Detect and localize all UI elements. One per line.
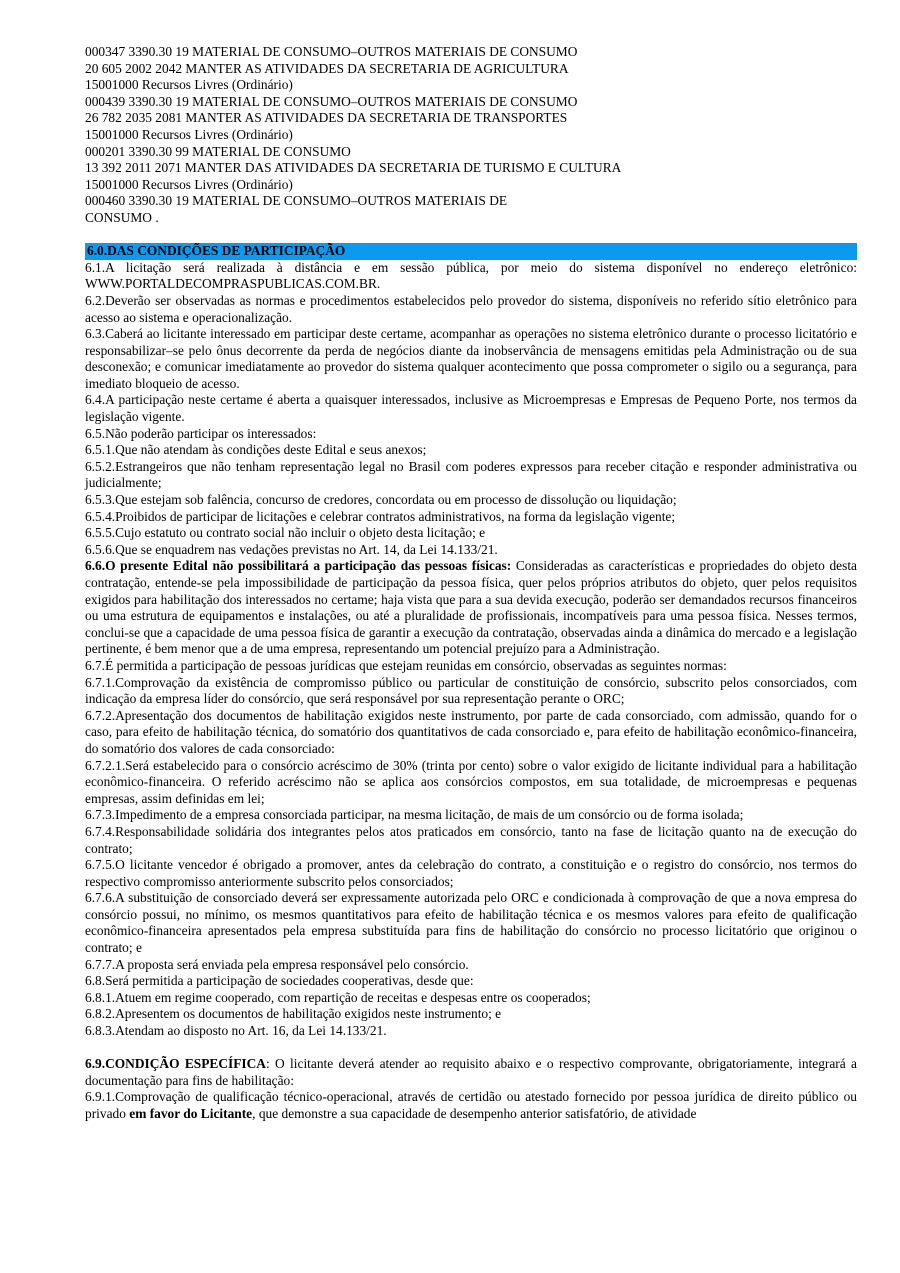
text-line <box>85 127 857 144</box>
paragraph <box>85 392 857 425</box>
section-heading <box>85 243 857 260</box>
text-run: 6.7.6.A substituição de consorciado deverá ser expressamente autorizada pelo ORC e condicionada à comprovação de que a nova empresa do consórcio possui, no mínimo, os mesmos quantitativos para efeito de habilitação técnica e os mesmos valores para efeito de qualificação econômico-financeira apresentados pela empresa substituída para fins de habilitação do consórcio no processo licitatório que originou o contrato; e <box>85 890 857 956</box>
text-run: 6.8.2.Apresentem os documentos de habilitação exigidos neste instrumento; e <box>85 1006 502 1022</box>
text-run: 6.7.4.Responsabilidade solidária dos integrantes pelos atos praticados em consórcio, tanto na fase de licitação quanto na de execução do contrato; <box>85 823 857 856</box>
text-run: 26 782 2035 2081 MANTER AS ATIVIDADES DA SECRETARIA DE TRANSPORTES <box>85 110 568 126</box>
paragraph <box>85 1023 857 1040</box>
text-run: 6.7.3.Impedimento de a empresa consorciada participar, na mesma licitação, de mais de um consórcio ou de forma isolada; <box>85 807 744 823</box>
blank-line <box>85 1040 857 1057</box>
text-line <box>85 193 857 210</box>
text-line <box>85 144 857 161</box>
text-line <box>85 210 857 227</box>
paragraph <box>85 973 857 990</box>
text-run: 6.5.3.Que estejam sob falência, concurso de credores, concordata ou em processo de dissolução ou liquidação; <box>85 492 677 508</box>
paragraph <box>85 990 857 1007</box>
text-run: 6.5.5.Cujo estatuto ou contrato social não incluir o objeto desta licitação; e <box>85 525 486 541</box>
text-run: 15001000 Recursos Livres (Ordinário) <box>85 126 293 142</box>
paragraph <box>85 708 857 758</box>
text-run: 20 605 2002 2042 MANTER AS ATIVIDADES DA SECRETARIA DE AGRICULTURA <box>85 60 569 76</box>
text-run: , que demonstre a sua capacidade de desempenho anterior satisfatório, de atividade <box>252 1106 697 1121</box>
text-line <box>85 94 857 111</box>
text-run: 13 392 2011 2071 MANTER DAS ATIVIDADES DA SECRETARIA DE TURISMO E CULTURA <box>85 160 622 176</box>
paragraph <box>85 442 857 459</box>
document-body <box>85 44 857 1123</box>
bold-text-run: 6.6.O presente Edital não possibilitará a participação das pessoas físicas: <box>85 558 516 574</box>
bold-text-run: em favor do Licitante <box>129 1106 253 1121</box>
paragraph <box>85 824 857 857</box>
text-run: 6.2.Deverão ser observadas as normas e procedimentos estabelecidos pelo provedor do sistema, disponíveis no referido sítio eletrônico para acesso ao sistema e operacionalização. <box>85 292 857 325</box>
paragraph <box>85 459 857 492</box>
text-run: 6.7.2.1.Será estabelecido para o consórcio acréscimo de 30% (trinta por cento) sobre o valor exigido de licitante individual para a habilitação econômico-financeira. O referido acréscimo não se aplica aos consórcios compostos, em sua totalidade, de microempresas e pequenas empresas, assim definidas em lei; <box>85 757 857 806</box>
text-run: 6.5.4.Proibidos de participar de licitações e celebrar contratos administrativos, na forma da legislação vigente; <box>85 508 676 524</box>
paragraph <box>85 807 857 824</box>
text-run: 6.7.É permitida a participação de pessoas jurídicas que estejam reunidas em consórcio, observadas as seguintes normas: <box>85 657 727 673</box>
paragraph <box>85 260 857 293</box>
text-run: 000460 3390.30 19 MATERIAL DE CONSUMO–OUTROS MATERIAIS DE <box>85 193 508 209</box>
text-line <box>85 110 857 127</box>
text-run: 6.3.Caberá ao licitante interessado em participar deste certame, acompanhar as operações no sistema eletrônico durante o processo licitatório e responsabilizar–se pelo ônus decorrente da perda de negócios diante da inobservância de mensagens emitidas pela Administração ou de sua desconexão; e comunicar imediatamente ao provedor do sistema qualquer acontecimento que possa comprometer o sigilo ou a segurança, para imediato bloqueio de acesso. <box>85 326 857 391</box>
text-run: 6.7.2.Apresentação dos documentos de habilitação exigidos neste instrumento, por parte de cada consorciado, com admissão, quando for o caso, para efeito de habilitação técnica, do somatório dos quantitativos de cada consorciado e, para efeito de habilitação econômico-financeira, do somatório dos valores de cada consorciado: <box>85 707 857 756</box>
paragraph <box>85 857 857 890</box>
text-run: 6.7.7.A proposta será enviada pela empresa responsável pelo consórcio. <box>85 956 469 972</box>
text-run: CONSUMO . <box>85 209 159 225</box>
paragraph <box>85 1006 857 1023</box>
text-run: 6.5.6.Que se enquadrem nas vedações previstas no Art. 14, da Lei 14.133/21. <box>85 541 498 557</box>
text-run: 6.8.3.Atendam ao disposto no Art. 16, da Lei 14.133/21. <box>85 1023 387 1039</box>
text-line <box>85 160 857 177</box>
paragraph <box>85 542 857 559</box>
text-run: 6.1.A licitação será realizada à distância e em sessão pública, por meio do sistema disponível no endereço eletrônico: WWW.PORTALDECOMPRASPUBLICAS.COM.BR. <box>85 259 857 292</box>
paragraph <box>85 675 857 708</box>
paragraph <box>85 326 857 392</box>
bold-text-run: 6.9.CONDIÇÃO ESPECÍFICA <box>85 1056 266 1072</box>
blank-line <box>85 227 857 244</box>
paragraph <box>85 758 857 808</box>
bold-text-run: 6.0.DAS CONDIÇÕES DE PARTICIPAÇÃO <box>87 243 346 259</box>
paragraph <box>85 293 857 326</box>
text-run: Consideradas as características e propriedades do objeto desta contratação, entende-se pela impossibilidade de participação da pessoa física, quer pelos próprios atributos do objeto, quer pelos requisitos exigidos para habilitação dos interessados no certame; haja vista que para a sua devida execução, poderão ser demandados recursos financeiros ou uma estrutura de equipamentos e instalações, ou até a pluralidade de profissionais, incompatíveis para uma pessoa física. Nesses termos, conclui-se que a capacidade de uma pessoa física de garantir a execução da contratação, observadas ainda a dinâmica do mercado e a legislação pertinente, é bem menor que a de uma empresa, representando um potencial prejuízo para a Administração. <box>85 558 857 657</box>
paragraph <box>85 492 857 509</box>
text-run: 6.7.5.O licitante vencedor é obrigado a promover, antes da celebração do contrato, a constituição e o registro do consórcio, nos termos do respectivo compromisso anteriormente subscrito pelos consorciados; <box>85 857 857 889</box>
text-run: 000201 3390.30 99 MATERIAL DE CONSUMO <box>85 143 351 159</box>
paragraph <box>85 558 857 658</box>
paragraph <box>85 658 857 675</box>
text-run: 6.7.1.Comprovação da existência de compromisso público ou particular de constituição de consórcio, subscrito pelos consorciados, com indicação da empresa líder do consórcio, que será responsável por sua representação perante o ORC; <box>85 674 857 707</box>
text-line <box>85 177 857 194</box>
text-line <box>85 61 857 78</box>
paragraph <box>85 1056 857 1089</box>
paragraph <box>85 426 857 443</box>
text-run: 6.5.1.Que não atendam às condições deste Edital e seus anexos; <box>85 442 427 458</box>
text-run: 6.9.1.Comprovação de qualificação técnico-operacional, através de certidão ou atestado fornecido por pessoa jurídica de direito público ou privado <box>85 1089 857 1121</box>
text-run: 000347 3390.30 19 MATERIAL DE CONSUMO–OUTROS MATERIAIS DE CONSUMO <box>85 44 578 59</box>
paragraph <box>85 509 857 526</box>
text-run: 6.8.1.Atuem em regime cooperado, com repartição de receitas e despesas entre os cooperados; <box>85 989 591 1005</box>
text-run: 15001000 Recursos Livres (Ordinário) <box>85 77 293 93</box>
paragraph <box>85 957 857 974</box>
text-run: 15001000 Recursos Livres (Ordinário) <box>85 176 293 192</box>
text-run: 000439 3390.30 19 MATERIAL DE CONSUMO–OUTROS MATERIAIS DE CONSUMO <box>85 93 578 109</box>
text-run: 6.5.Não poderão participar os interessados: <box>85 425 317 441</box>
paragraph <box>85 525 857 542</box>
text-line <box>85 44 857 61</box>
text-run: 6.8.Será permitida a participação de sociedades cooperativas, desde que: <box>85 973 474 989</box>
text-run: 6.5.2.Estrangeiros que não tenham representação legal no Brasil com poderes expressos para receber citação e responder administrativa ou judicialmente; <box>85 458 857 491</box>
paragraph <box>85 1089 857 1122</box>
text-line <box>85 77 857 94</box>
paragraph <box>85 890 857 956</box>
text-run: 6.4.A participação neste certame é aberta a quaisquer interessados, inclusive as Microempresas e Empresas de Pequeno Porte, nos termos da legislação vigente. <box>85 392 857 425</box>
text-run: : O licitante deverá atender ao requisito abaixo e o respectivo comprovante, obrigatoriamente, integrará a documentação para fins de habilitação: <box>85 1056 857 1088</box>
